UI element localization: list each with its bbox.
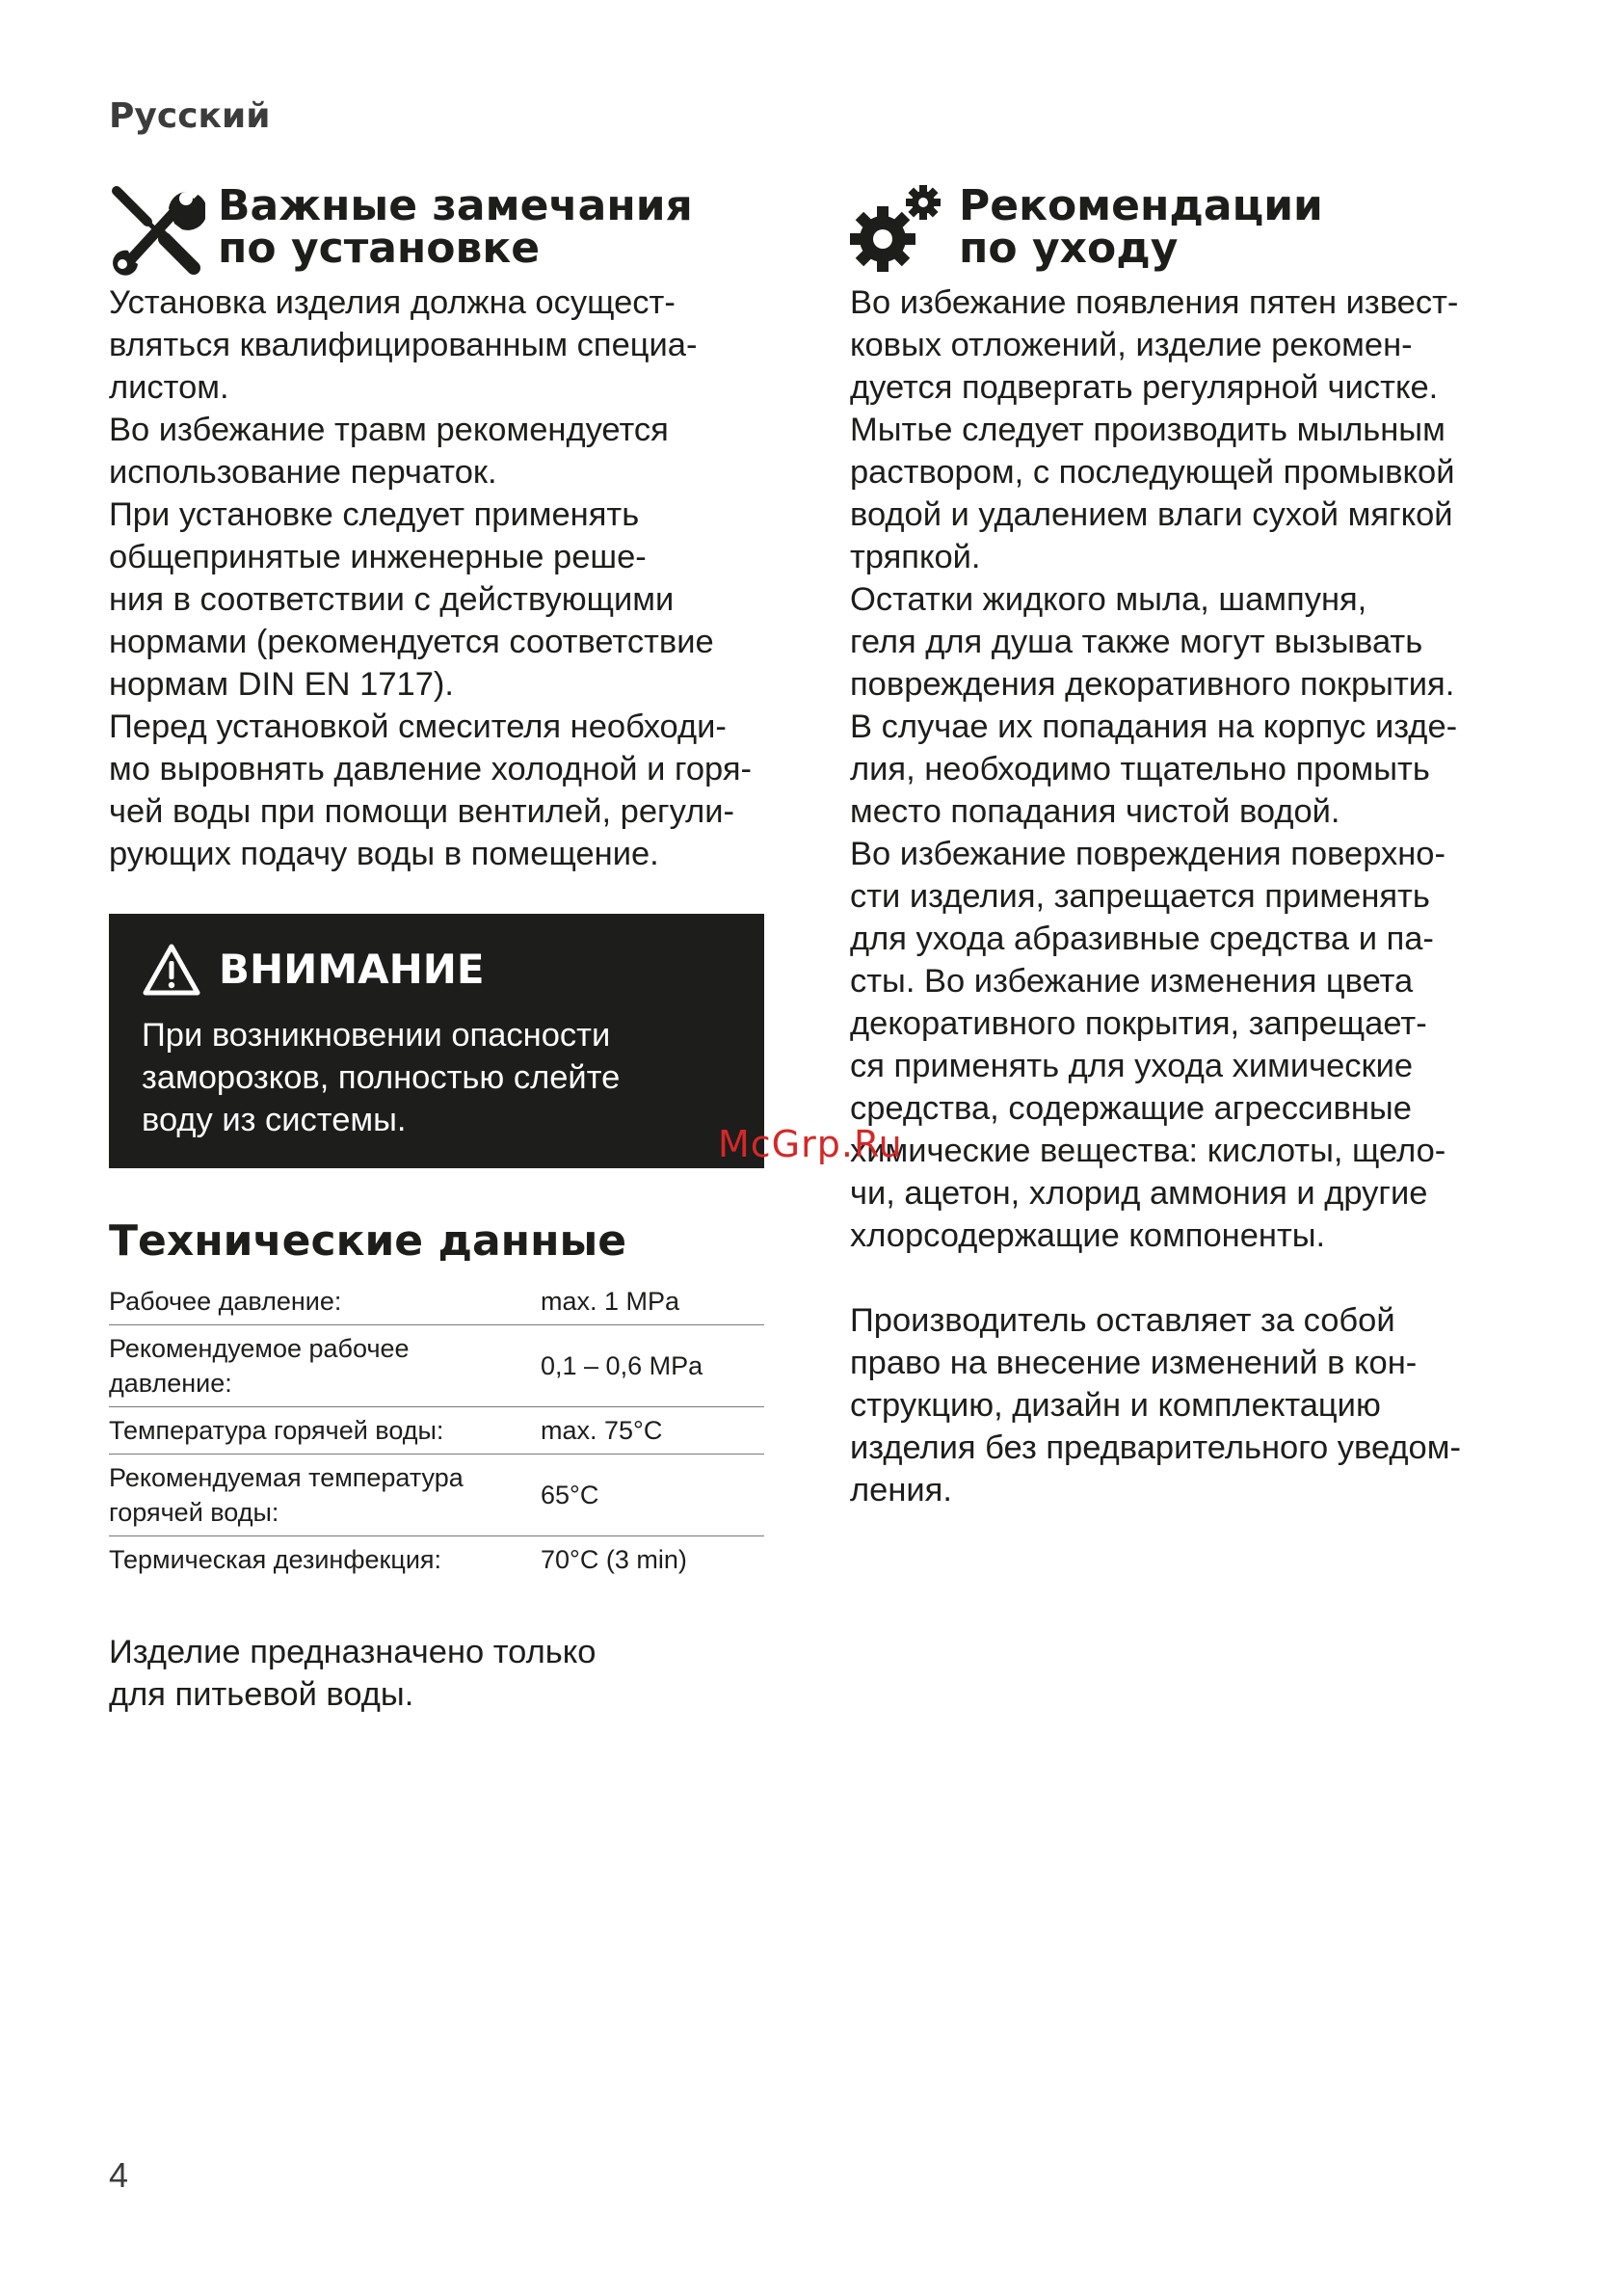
paragraph: Во избежание травм рекомендуется использование перчаток. — [109, 412, 669, 491]
paragraph: Мытье следует производить мыльным раствором, с последующей промывкой водой и удалением влаги сухой мягкой тряпкой. — [850, 412, 1455, 575]
tools-icon — [109, 183, 205, 276]
technical-data-title: Технические данные — [109, 1216, 627, 1266]
care-header — [850, 183, 1505, 281]
installation-title: Важные замечания по установке — [218, 181, 693, 273]
page-number: 4 — [109, 2155, 129, 2195]
warning-triangle-icon — [142, 943, 201, 997]
installation-header — [109, 183, 764, 281]
warning-box — [109, 914, 764, 1168]
spec-key: Температура горячей воды: — [109, 1407, 541, 1455]
watermark: McGrp.Ru — [718, 1123, 903, 1165]
care-column — [850, 183, 1505, 1511]
spec-value: 65°C — [541, 1455, 764, 1536]
table-row — [109, 1407, 764, 1455]
gears-icon — [850, 183, 946, 276]
paragraph: Во избежание появления пятен извест- ковых отложений, изделие рекомен- дуется подвергать регулярной чистке. — [850, 284, 1459, 406]
spec-key: Рекомендуемая температура горячей воды: — [109, 1455, 541, 1536]
warning-text: При возникновении опасности заморозков, полностью слейте воду из системы. — [142, 1017, 621, 1138]
paragraph: Перед установкой смесителя необходи- мо выровнять давление холодной и горя- чей воды при помощи вентилей, регули- рующих подачу воды в помещение. — [109, 708, 752, 872]
table-row — [109, 1325, 764, 1407]
spec-value: 70°C (3 min) — [541, 1545, 687, 1574]
paragraph: Остатки жидкого мыла, шампуня, геля для душа также могут вызывать повреждения декоративного покрытия. В случае их попадания на корпус изде- лия, необходимо тщательно промыть место попадания чистой водой. — [850, 581, 1458, 830]
table-row — [109, 1536, 764, 1584]
table-row — [109, 1278, 764, 1325]
spec-value: max. 75°C — [541, 1407, 764, 1455]
warning-title: ВНИМАНИЕ — [219, 946, 485, 993]
spec-key: Рабочее давление: — [109, 1278, 541, 1325]
paragraph: При установке следует применять общепринятые инженерные реше- ния в соответствии с действующими нормами (рекомендуется соответствие нормам DIN EN 1717). — [109, 496, 714, 703]
spec-key: Термическая дезинфекция: — [109, 1545, 442, 1574]
technical-data-table — [109, 1278, 764, 1583]
spec-value: max. 1 MPa — [541, 1278, 764, 1325]
paragraph: Изделие предназначено только для питьевой воды. — [109, 1634, 597, 1713]
care-title: Рекомендации по уходу — [959, 181, 1323, 273]
paragraph: Установка изделия должна осущест- вляться квалифицированным специа- листом. — [109, 284, 698, 406]
manufacturer-note: Производитель оставляет за собой право на внесение изменений в кон- струкцию, дизайн и комплектацию изделия без предварительного уведом- ления. — [850, 1302, 1461, 1508]
language-label: Русский — [109, 96, 271, 136]
installation-text — [109, 281, 764, 875]
spec-key: Рекомендуемое рабочее давление: — [109, 1325, 541, 1407]
installation-column — [109, 183, 764, 1716]
drinking-water-note — [109, 1631, 764, 1716]
care-text — [850, 281, 1505, 1511]
paragraph: Во избежание повреждения поверхно- сти изделия, запрещается применять для ухода абразивные средства и па- сты. Во избежание изменения цвета декоративного покрытия, запрещает- ся применять для ухода химические средства, содержащие агрессивные химические вещества: кислоты, щело- чи, ацетон, хлорид аммония и другие хлорсодержащие компоненты. — [850, 836, 1446, 1254]
table-row — [109, 1455, 764, 1536]
spec-value: 0,1 – 0,6 MPa — [541, 1325, 764, 1407]
